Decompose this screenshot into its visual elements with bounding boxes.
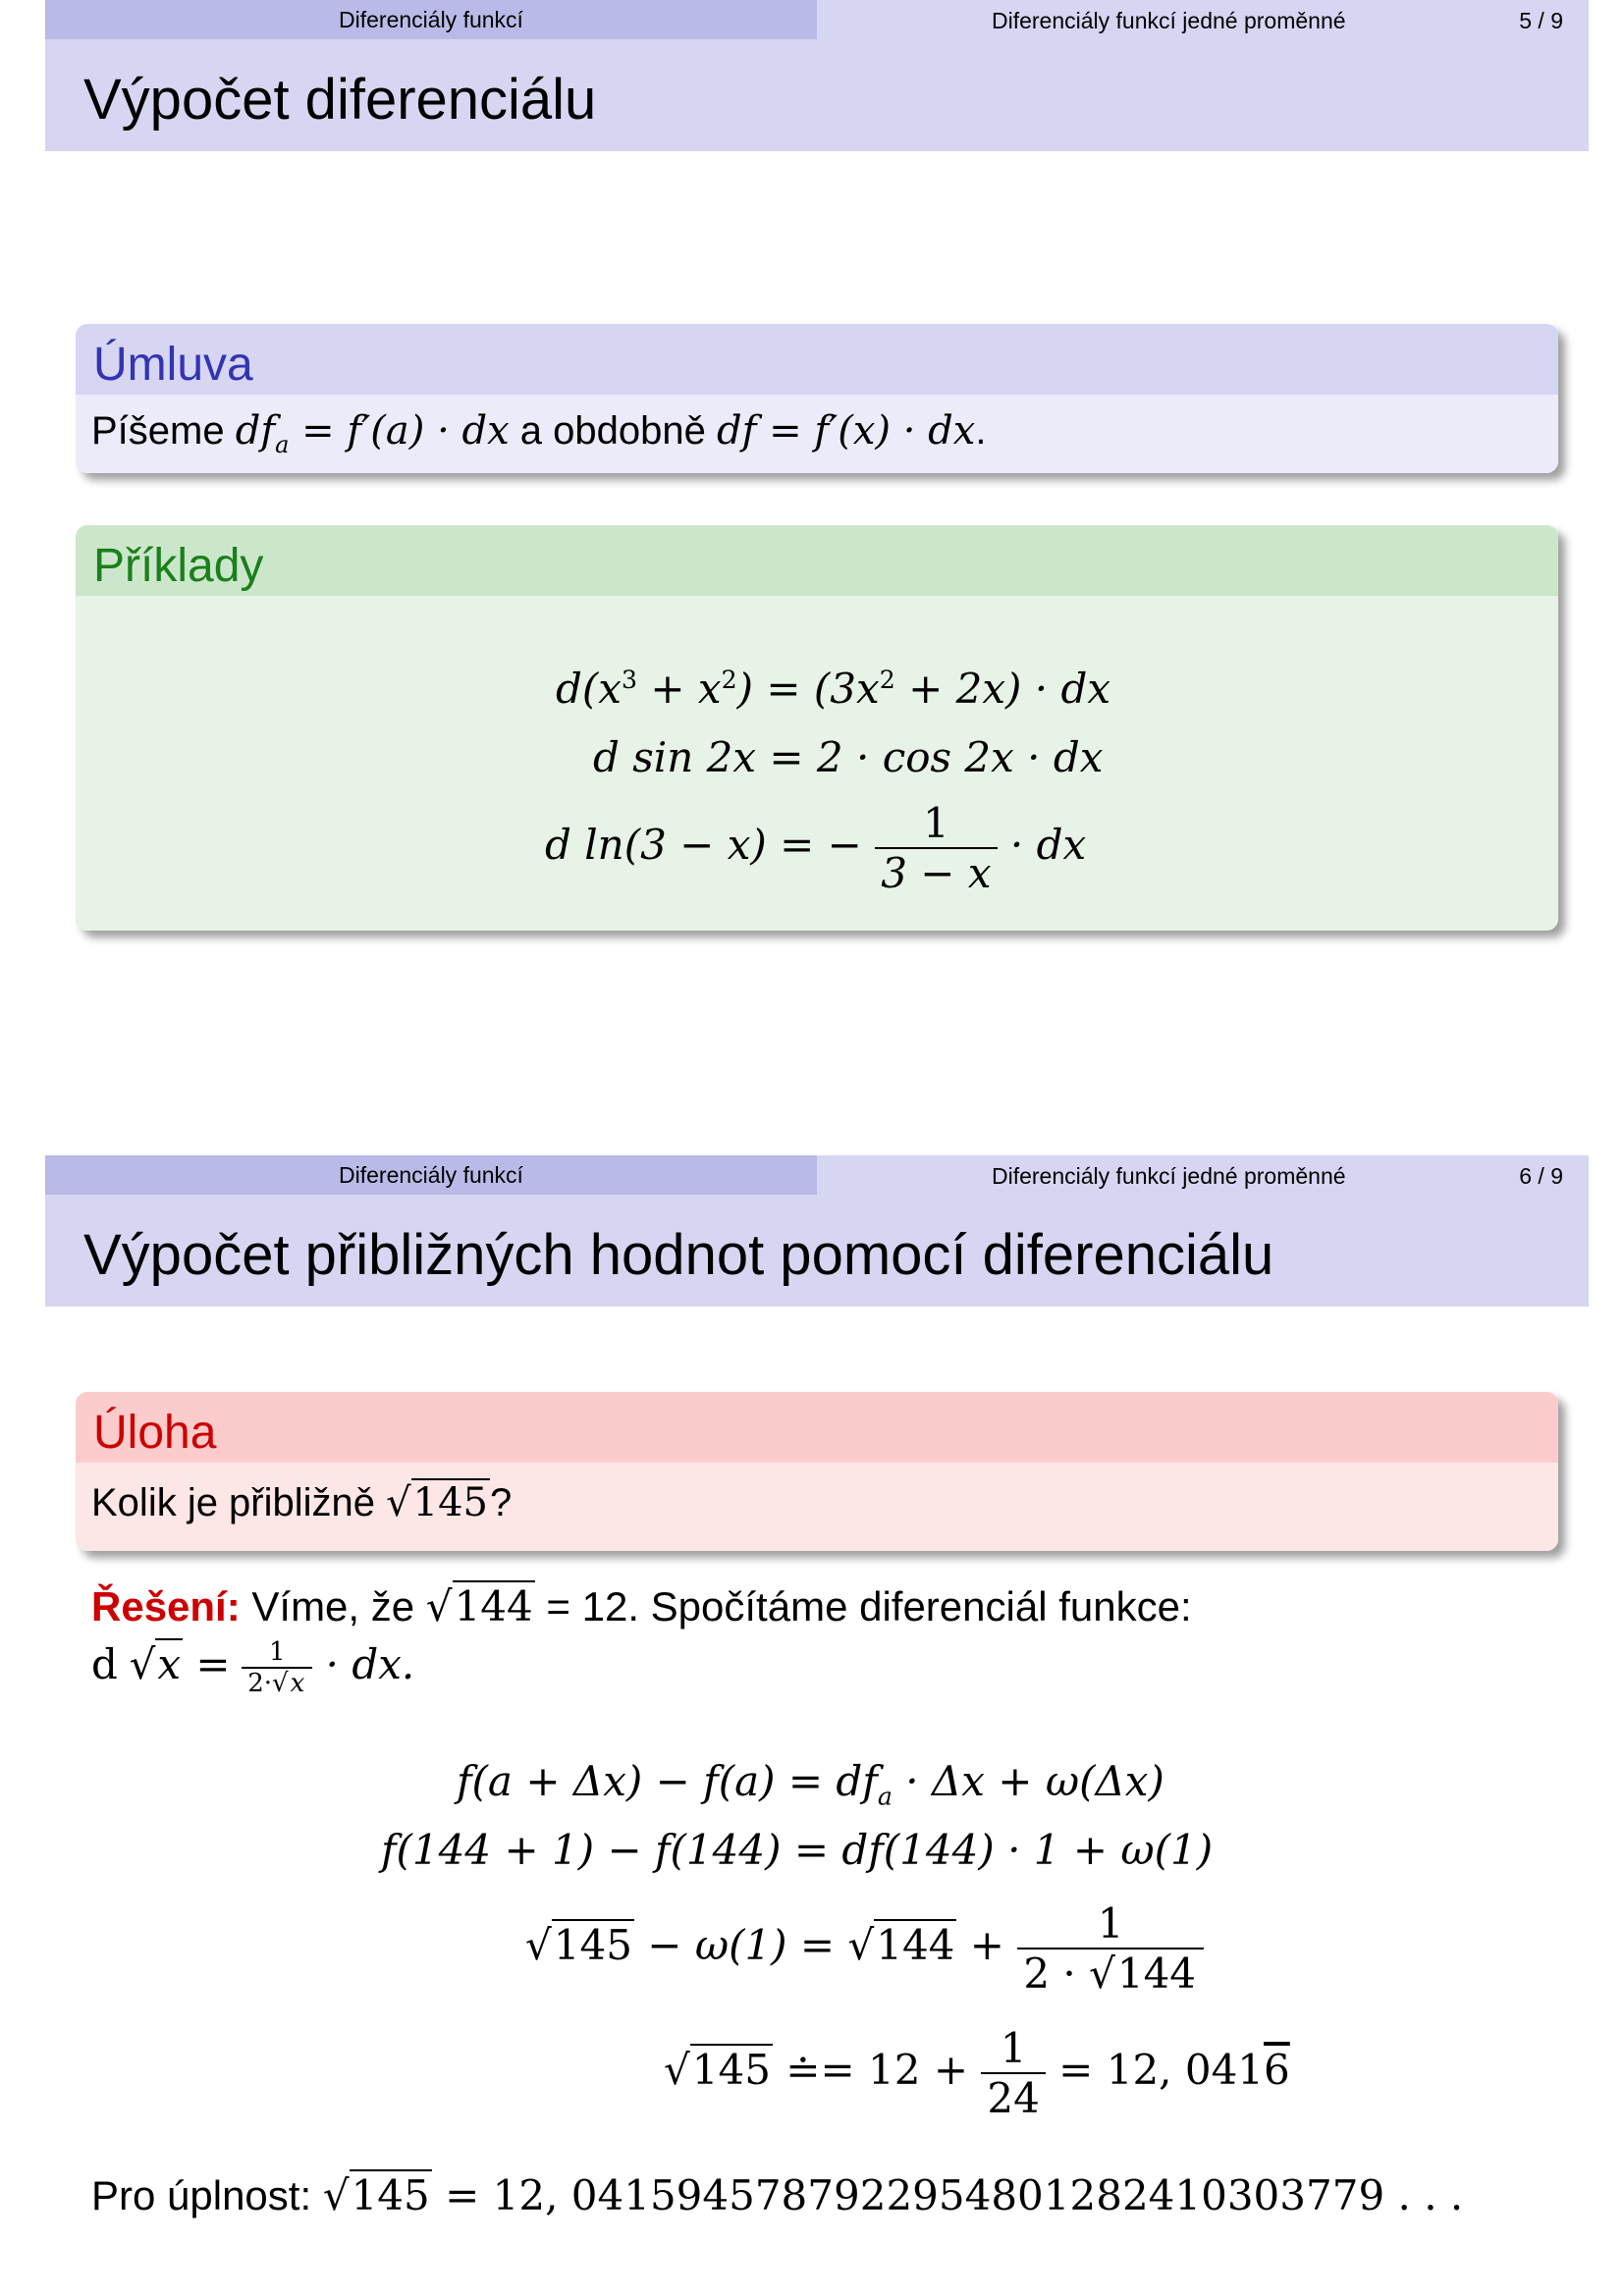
text-span: . bbox=[975, 409, 987, 453]
headline-subsection-text: Diferenciály funkcí jedné proměnné bbox=[992, 8, 1346, 33]
sqrt-radicand: 145 bbox=[553, 1921, 632, 1969]
equation-line-1 bbox=[457, 1757, 1164, 1810]
math-span: d ln(3 − x) = − bbox=[545, 821, 862, 869]
sqrt-radicand: x bbox=[290, 1669, 305, 1698]
math-df bbox=[235, 408, 290, 458]
fraction-denominator: 2·√x bbox=[247, 1669, 305, 1698]
slide-headline bbox=[45, 0, 1589, 39]
math-span: = f′(a) · dx bbox=[289, 408, 510, 454]
block-body bbox=[76, 596, 1558, 931]
headline-section-text: Diferenciály funkcí bbox=[339, 1161, 523, 1188]
fraction-numerator: 1 bbox=[242, 1637, 312, 1669]
headline-section bbox=[45, 1155, 817, 1195]
sqrt-expression: √145 bbox=[322, 2171, 430, 2219]
block-body bbox=[76, 395, 1558, 473]
math-span: d sin 2x = 2 · cos 2x · dx bbox=[593, 733, 1104, 781]
fraction-numerator: 1 bbox=[875, 799, 997, 849]
block-priklady bbox=[76, 525, 1558, 931]
block-umluva bbox=[76, 324, 1558, 473]
block-title: Úmluva bbox=[76, 324, 1558, 395]
math-exponent: 3 bbox=[621, 666, 637, 694]
reseni-line-2 bbox=[91, 1637, 414, 1698]
math-span: f(a + Δx) − f(a) = df bbox=[457, 1757, 878, 1805]
fraction-denominator: 3 − x bbox=[881, 849, 992, 897]
math-span: d(x bbox=[556, 665, 622, 713]
sqrt-radicand: 145 bbox=[351, 2171, 430, 2219]
math-span: + x bbox=[637, 665, 722, 713]
sqrt-radicand: 145 bbox=[691, 2046, 771, 2094]
math-span: f(144 + 1) − f(144) = df(144) · 1 + ω(1) bbox=[381, 1826, 1214, 1874]
math-span: = bbox=[183, 1640, 231, 1689]
frame-title bbox=[45, 39, 1589, 151]
math-span: + 2x) · dx bbox=[894, 665, 1111, 713]
math-span: 2· bbox=[247, 1669, 273, 1698]
equation-3 bbox=[545, 799, 1086, 897]
math-subscript: a bbox=[877, 1782, 893, 1811]
block-title: Úloha bbox=[76, 1392, 1558, 1463]
block-body bbox=[76, 1463, 1558, 1551]
page-title: Výpočet diferenciálu bbox=[83, 68, 597, 132]
text-span: Víme, že bbox=[251, 1583, 415, 1629]
math-span: = 12, 041 bbox=[1045, 2046, 1265, 2094]
math-span: · dx bbox=[997, 821, 1087, 869]
math-subscript: a bbox=[275, 431, 290, 458]
headline-section-text: Diferenciály funkcí bbox=[339, 6, 523, 32]
fraction bbox=[242, 1637, 312, 1698]
math-span: = 12, 0415945787922954801282410303779 . . . bbox=[431, 2171, 1464, 2219]
page-number: 6 / 9 bbox=[1519, 1163, 1563, 1189]
sqrt-radicand: x bbox=[157, 1640, 182, 1689]
text-span: Píšeme bbox=[91, 409, 225, 453]
reseni-line-1 bbox=[91, 1582, 1192, 1630]
math-span: + bbox=[956, 1921, 1004, 1969]
headline-subsection bbox=[817, 1155, 1589, 1195]
math-span: ) = (3x bbox=[736, 665, 880, 713]
block-uloha bbox=[76, 1392, 1558, 1551]
headline-section bbox=[45, 0, 817, 39]
page-number: 5 / 9 bbox=[1519, 8, 1563, 33]
math-span: · Δx + ω(Δx) bbox=[892, 1757, 1164, 1805]
equation-line-3: √145 − ω(1) = √144 + $\frac{1}{2 \cdot √144}$ bbox=[525, 1899, 1204, 1998]
headline-subsection-text: Diferenciály funkcí jedné proměnné bbox=[992, 1163, 1346, 1189]
repeating-digit: 6 bbox=[1264, 2046, 1290, 2094]
math-exponent: 2 bbox=[721, 666, 737, 694]
math-span: − ω(1) = bbox=[633, 1921, 848, 1969]
math-span: ≐= 12 + bbox=[772, 2046, 969, 2094]
math-span: df = f′(x) · dx bbox=[717, 408, 976, 454]
final-line bbox=[91, 2171, 1463, 2219]
sqrt-radicand: 144 bbox=[454, 1582, 533, 1630]
sqrt-radicand: 144 bbox=[1116, 1949, 1197, 1998]
text-span: ? bbox=[490, 1481, 513, 1524]
uloha-text bbox=[91, 1480, 512, 1525]
text-span: Kolik je přibližně bbox=[91, 1481, 376, 1524]
equation-line-4: √145 ≐= 12 + $\frac{1}{24}$ = 12, 0416 bbox=[664, 2024, 1290, 2122]
sqrt-expression: √145 bbox=[386, 1480, 489, 1525]
sqrt-expression: √144 bbox=[425, 1582, 533, 1630]
equation-line-2 bbox=[381, 1826, 1213, 1874]
umluva-text bbox=[91, 408, 986, 458]
math-exponent: 2 bbox=[879, 666, 895, 694]
slide-5 bbox=[45, 0, 1589, 1031]
sqrt-expression: √x bbox=[129, 1640, 182, 1689]
page-title: Výpočet přibližných hodnot pomocí diferenciálu bbox=[83, 1223, 1274, 1287]
fraction-numerator: 1 bbox=[1017, 1899, 1204, 1949]
fraction-denominator: 24 bbox=[987, 2074, 1040, 2122]
block-title: Příklady bbox=[76, 525, 1558, 596]
reseni-label: Řešení: bbox=[91, 1583, 241, 1629]
slide-6 bbox=[45, 1155, 1589, 2296]
frame-title bbox=[45, 1195, 1589, 1307]
sqrt-radicand: 144 bbox=[876, 1921, 955, 1969]
headline-subsection bbox=[817, 0, 1589, 39]
fraction-denominator: 2 · √144 bbox=[1023, 1949, 1197, 1998]
text-span: Pro úplnost: bbox=[91, 2172, 312, 2218]
math-span: df bbox=[235, 408, 276, 454]
text-span: a obdobně bbox=[519, 409, 706, 453]
equation-2 bbox=[593, 733, 1103, 781]
fraction bbox=[981, 2024, 1045, 2122]
text-span: = 12. Spočítáme diferenciál funkce: bbox=[534, 1583, 1192, 1629]
math-span: d bbox=[91, 1640, 118, 1689]
equation-1 bbox=[556, 665, 1110, 713]
fraction bbox=[875, 799, 997, 897]
sqrt-radicand: 145 bbox=[412, 1480, 489, 1525]
fraction bbox=[1017, 1899, 1204, 1998]
math-span: 2 · bbox=[1023, 1949, 1090, 1998]
fraction-numerator: 1 bbox=[981, 2024, 1045, 2074]
math-span: · dx. bbox=[312, 1640, 415, 1689]
slide-headline bbox=[45, 1155, 1589, 1195]
